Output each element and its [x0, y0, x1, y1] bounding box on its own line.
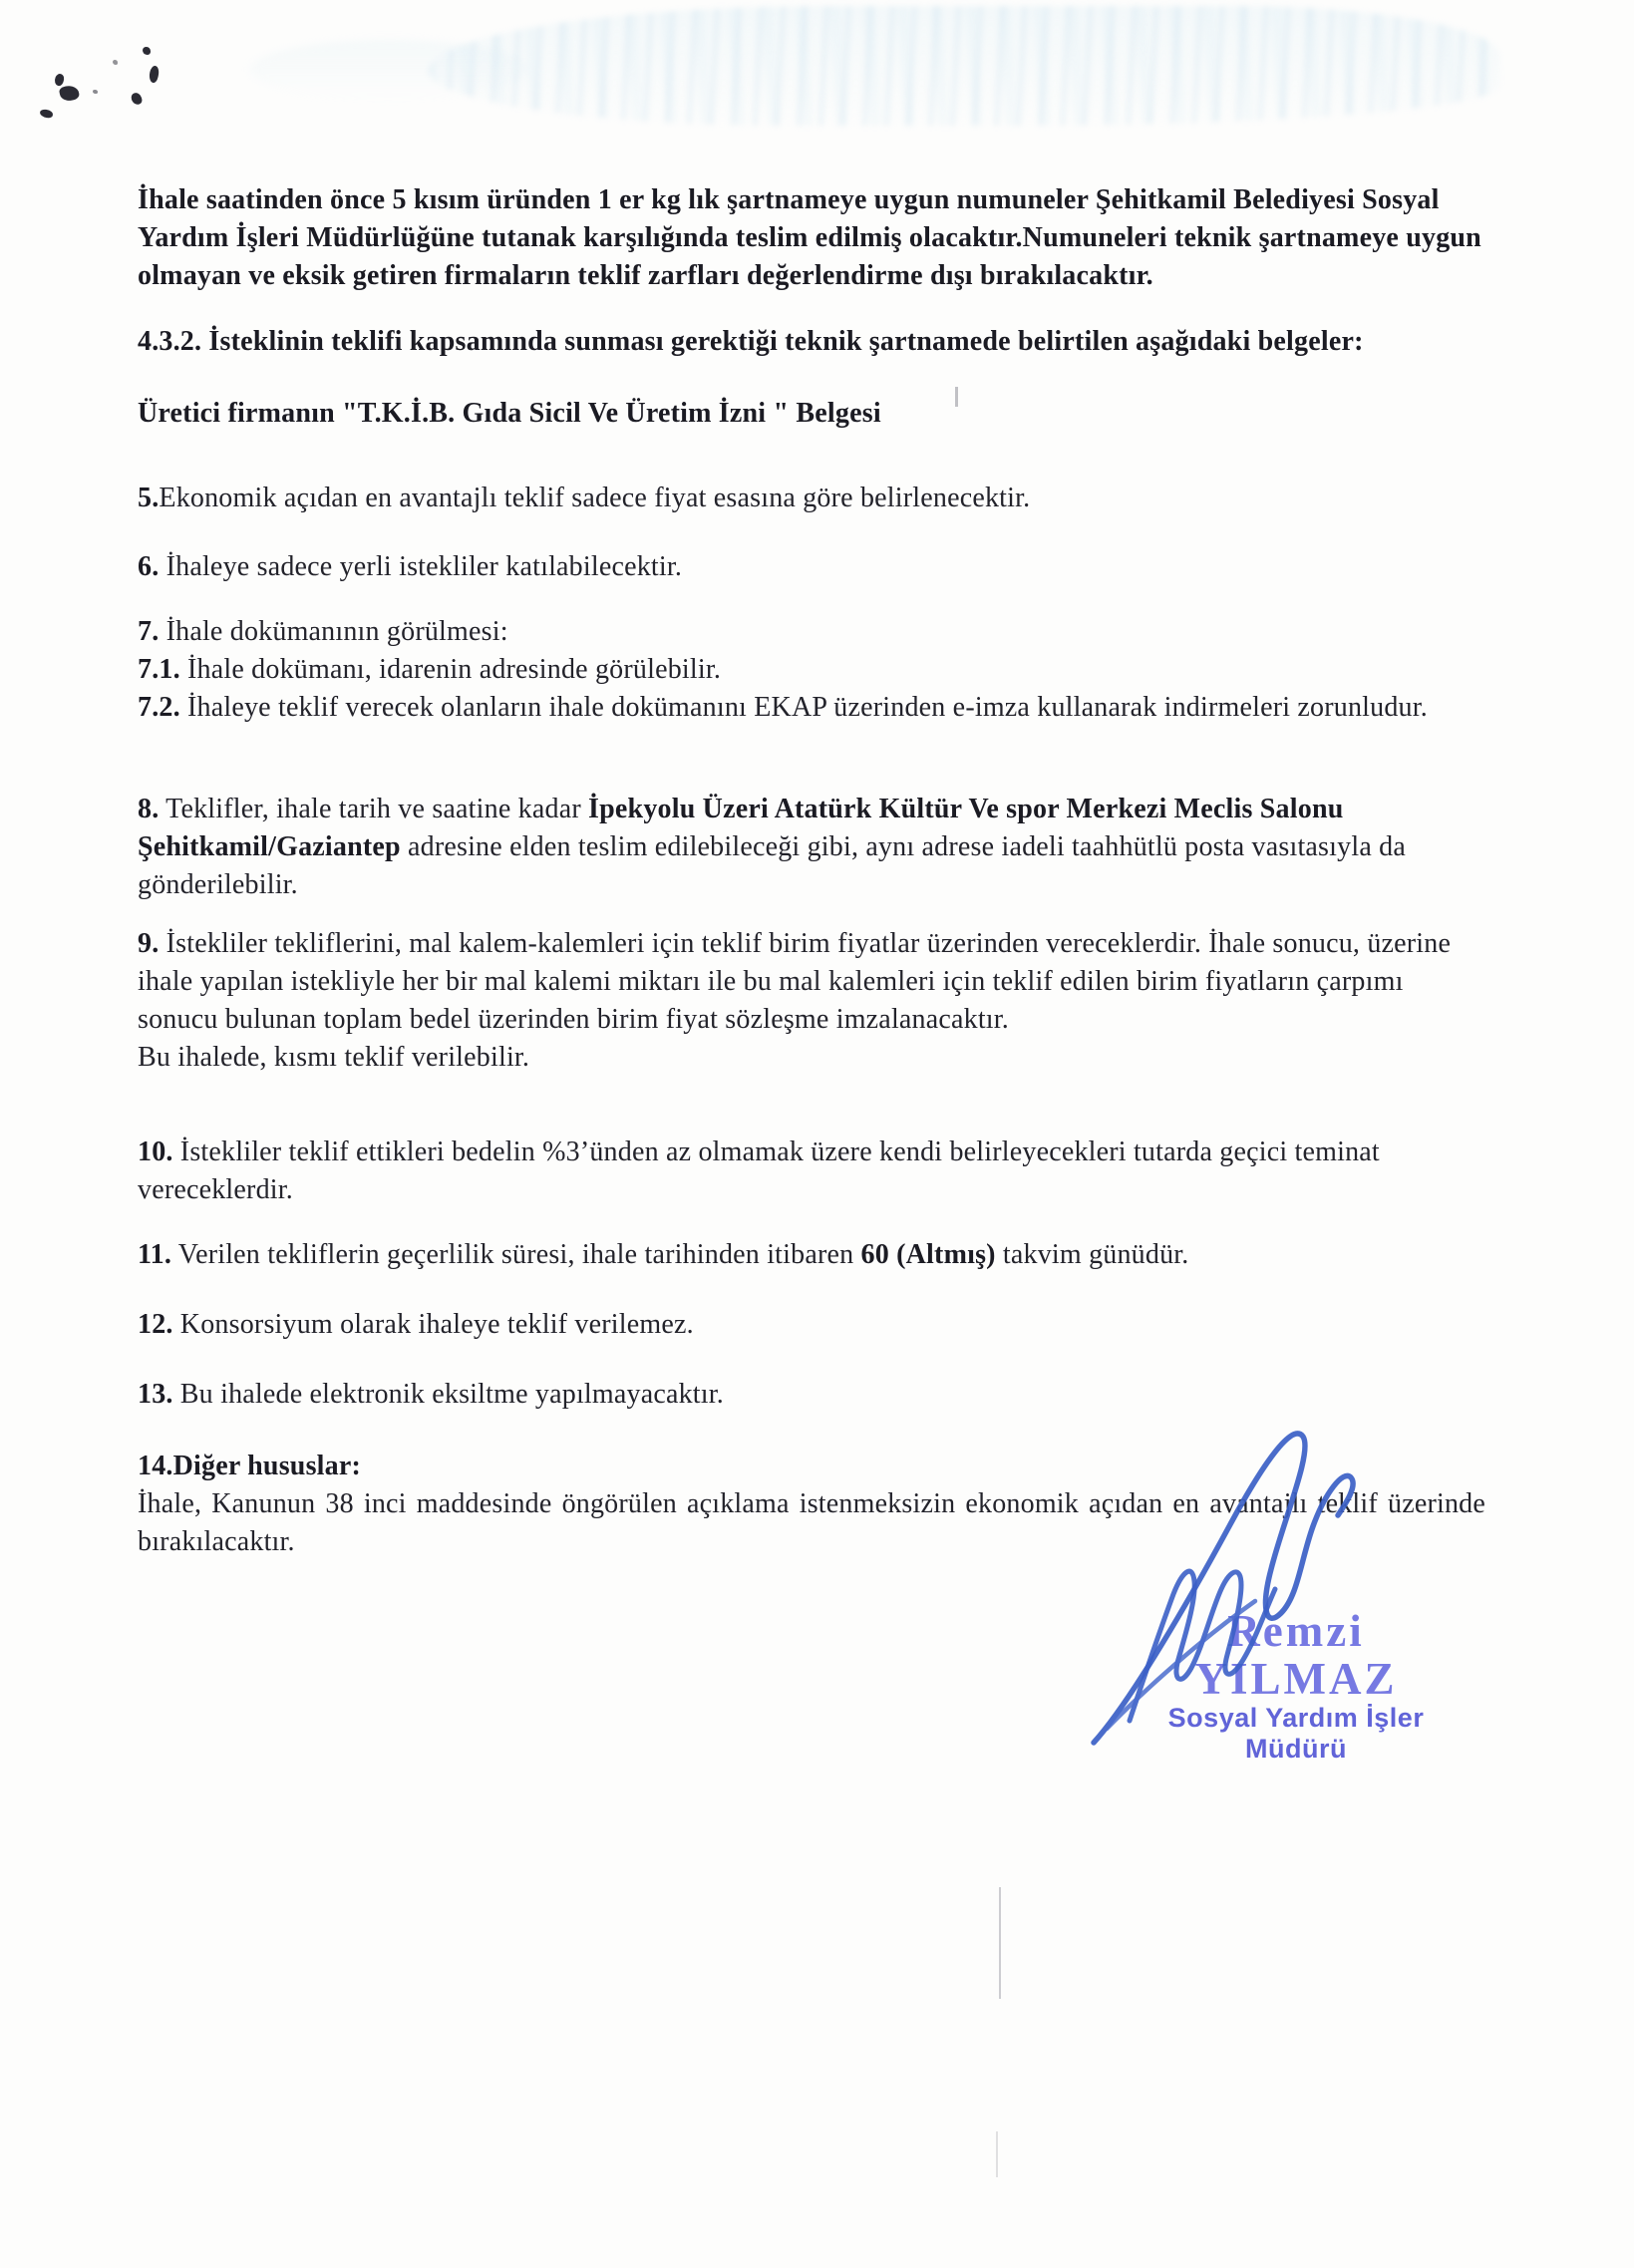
paragraph-item-9-group — [138, 925, 1485, 1077]
paragraph-item-12 — [138, 1306, 1485, 1344]
text-segment: Bu ihalede elektronik eksiltme yapılmayacaktır. — [172, 1379, 724, 1410]
text-segment: İstekliler teklif ettikleri bedelin %3’ünden az olmamak üzere kendi belirleyecekleri tutarda geçici teminat vereceklerdir. — [138, 1136, 1380, 1205]
item-number: 11. — [138, 1239, 172, 1270]
paragraph-item-7-2 — [138, 689, 1485, 727]
paragraph-item-7 — [138, 613, 1485, 651]
scan-smudge-artifact — [429, 6, 1500, 126]
ink-speck — [40, 109, 54, 119]
text-segment: Teklifler, ihale tarih ve saatine kadar — [159, 794, 589, 824]
paragraph-item-10 — [138, 1134, 1485, 1209]
item-number: 7.1. — [138, 654, 180, 685]
text-segment: Verilen tekliflerin geçerlilik süresi, ihale tarihinden itibaren — [171, 1239, 861, 1270]
paragraph-item-8 — [138, 791, 1485, 904]
text-segment: Bu ihalede, kısmı teklif verilebilir. — [138, 1042, 530, 1073]
ink-speck — [143, 47, 151, 55]
paragraph-item-7-group — [138, 613, 1485, 727]
stamp-title-line2: Müdürü — [1245, 1734, 1347, 1764]
venue-address: İpekyolu Üzeri Atatürk Kültür Ve spor Merkezi Meclis Salonu Şehitkamil/Gaziantep — [138, 794, 1344, 862]
item-number: 10. — [138, 1136, 173, 1167]
paragraph-item-4-3-2 — [138, 323, 1485, 361]
text-segment: İhale saatinden önce 5 kısım üründen 1 er kg lık şartnameye uygun numuneler Şehitkamil Belediyesi Sosyal Yardım İşleri Müdürlüğüne tutanak karşılığında teslim edilmiş olacaktır.Numuneleri teknik şartnameye uygun olmayan ve eksik getiren firmaların teklif zarfları değerlendirme dışı bırakılacaktır. — [138, 184, 1481, 291]
scan-line-artifact — [999, 1887, 1001, 1999]
text-segment: Üretici firmanın "T.K.İ.B. Gıda Sicil Ve Üretim İzni " Belgesi — [138, 398, 881, 429]
text-segment: İhaleye sadece yerli istekliler katılabilecektir. — [159, 551, 683, 582]
text-segment: adresine elden teslim edilebileceği gibi, aynı adrese iadeli taahhütlü posta vasıtasıyla da gönderilebilir. — [138, 831, 1406, 900]
ink-speck — [113, 60, 118, 65]
text-segment: Ekonomik açıdan en avantajlı teklif sadece fiyat esasına göre belirlenecektir. — [159, 483, 1031, 513]
paragraph-item-5 — [138, 480, 1485, 517]
item-number: 12. — [138, 1309, 173, 1340]
text-segment: İhaleye teklif verecek olanların ihale dokümanını EKAP üzerinden e-imza kullanarak indirmeleri zorunludur. — [179, 692, 1428, 723]
text-segment: İhale, Kanunun 38 inci maddesinde öngörülen açıklama istenmeksizin ekonomik açıdan en avantajlı teklif üzerinde bırakılacaktır. — [138, 1488, 1485, 1557]
item-number: 9. — [138, 928, 160, 959]
paragraph-item-6 — [138, 548, 1485, 586]
paragraph-item-9 — [138, 925, 1485, 1039]
text-segment: 4.3.2. İsteklinin teklifi kapsamında sunması gerektiği teknik şartnamede belirtilen aşağıdaki belgeler: — [138, 326, 1364, 357]
text-segment: takvim günüdür. — [995, 1239, 1189, 1270]
ink-speck — [59, 84, 81, 103]
scan-smudge-artifact — [249, 40, 528, 100]
paragraph-uretici-belge — [138, 395, 1485, 433]
handwritten-signature — [1052, 1392, 1391, 1766]
text-segment: İstekliler tekliflerini, mal kalem-kalemleri için teklif birim fiyatlar üzerinden vereceklerdir. İhale sonucu, üzerine ihale yapılan istekliyle her bir mal kalemi miktarı ile bu mal kalemleri için teklif edilen birim fiyatların çarpımı sonucu bulunan toplam bedel üzerinden birim fiyat sözleşme imzalanacaktır. — [138, 928, 1452, 1035]
item-number: 7. — [138, 616, 160, 647]
item-number: 5. — [138, 483, 160, 513]
paragraph-intro — [138, 181, 1485, 295]
item-number: 6. — [138, 551, 160, 582]
ink-speck — [93, 90, 98, 94]
scan-line-artifact — [996, 2131, 998, 2177]
ink-speck — [148, 65, 160, 83]
stamp-title-line1: Sosyal Yardım İşler — [1167, 1703, 1425, 1733]
stamp-name: Remzi YILMAZ — [1194, 1606, 1398, 1704]
ink-speck — [130, 92, 143, 107]
item-number: 7.2. — [138, 692, 180, 723]
text-segment: 14.Diğer hususlar: — [138, 1451, 361, 1481]
text-segment: İhale dokümanının görülmesi: — [159, 616, 508, 647]
paragraph-item-9-note — [138, 1039, 1485, 1077]
text-segment: Konsorsiyum olarak ihaleye teklif verilemez. — [172, 1309, 694, 1340]
text-segment: İhale dokümanı, idarenin adresinde görülebilir. — [179, 654, 722, 685]
paragraph-item-11 — [138, 1236, 1485, 1274]
ink-speck — [53, 73, 66, 87]
validity-days: 60 (Altmış) — [860, 1239, 996, 1270]
item-number: 13. — [138, 1379, 173, 1410]
item-number: 8. — [138, 794, 160, 824]
paragraph-item-7-1 — [138, 651, 1485, 689]
